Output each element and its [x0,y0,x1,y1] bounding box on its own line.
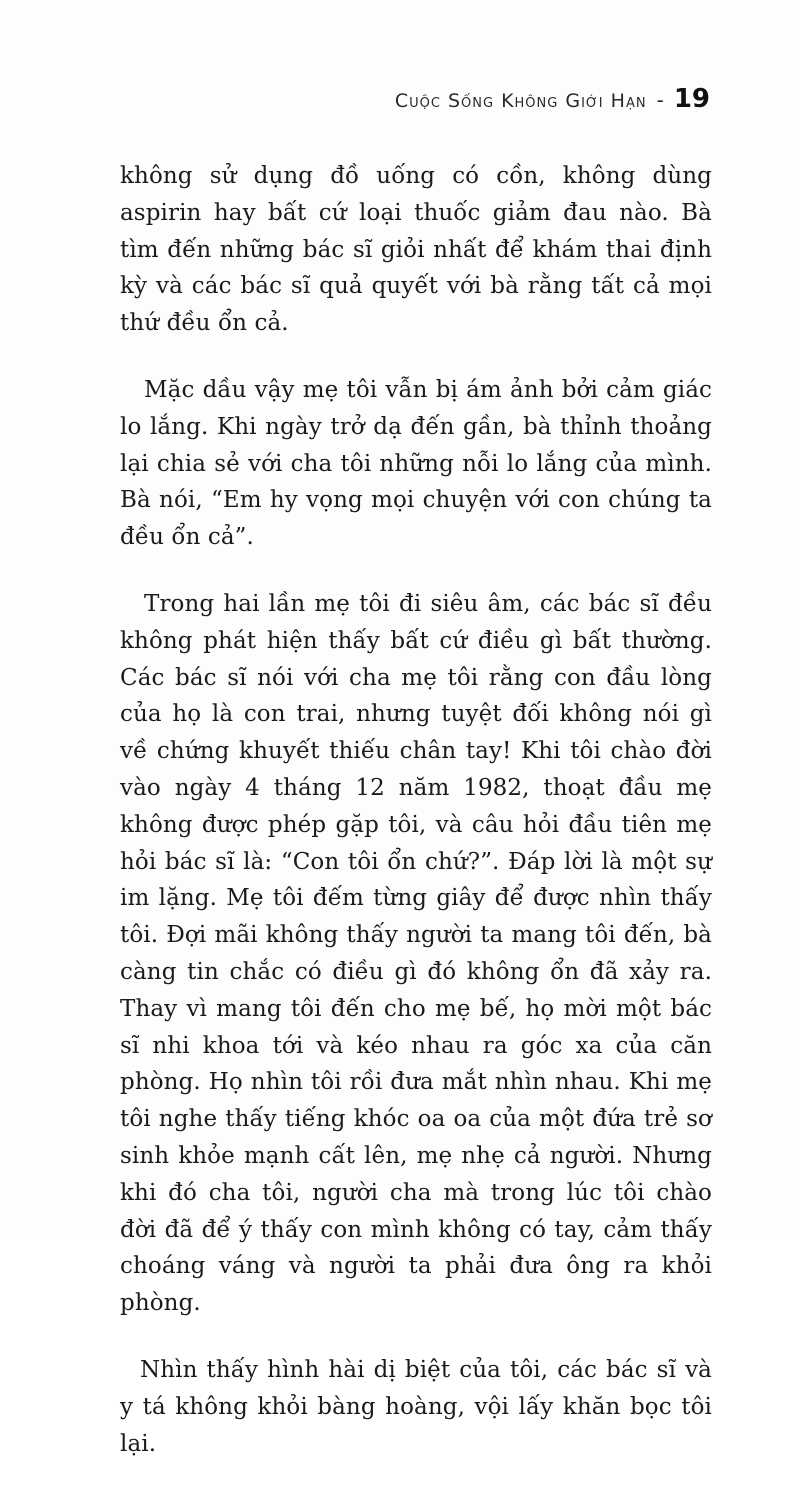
paragraph-4: Nhìn thấy hình hài dị biệt của tôi, các bác sĩ và y tá không khỏi bàng hoàng, vội lấy khăn bọc tôi lại. [120,1356,712,1457]
book-title: Cuộc Sống Không Giới Hạn [394,90,647,112]
paragraph-1: không sử dụng đồ uống có cồn, không dùng aspirin hay bất cứ loại thuốc giảm đau nào. Bà tìm đến những bác sĩ giỏi nhất để khám thai định kỳ và các bác sĩ quả quyết với bà rằng tất cả mọi thứ đều ổn cả. [120,163,712,337]
body-text [120,158,712,1492]
page-number: 19 [673,84,710,114]
running-header [395,84,710,114]
paragraph-3: Trong hai lần mẹ tôi đi siêu âm, các bác sĩ đều không phát hiện thấy bất cứ điều gì bất thường. Các bác sĩ nói với cha mẹ tôi rằng con đầu lòng của họ là con trai, nhưng tuyệt đối không nói gì về chứng khuyết thiếu chân tay! Khi tôi chào đời vào ngày 4 tháng 12 năm 1982, thoạt đầu mẹ không được phép gặp tôi, và câu hỏi đầu tiên mẹ hỏi bác sĩ là: “Con tôi ổn chứ?”. Đáp lời là một sự im lặng. Mẹ tôi đếm từng giây để được nhìn thấy tôi. Đợi mãi không thấy người ta mang tôi đến, bà càng tin chắc có điều gì đó không ổn đã xảy ra. Thay vì mang tôi đến cho mẹ bế, họ mời một bác sĩ nhi khoa tới và kéo nhau ra góc xa của căn phòng. Họ nhìn tôi rồi đưa mắt nhìn nhau. Khi mẹ tôi nghe thấy tiếng khóc oa oa của một đứa trẻ sơ sinh khỏe mạnh cất lên, mẹ nhẹ cả người. Nhưng khi đó cha tôi, người cha mà trong lúc tôi chào đời đã để ý thấy con mình không có tay, cảm thấy choáng váng và người ta phải đưa ông ra khỏi phòng. [120,590,712,1317]
header-separator: - [656,88,664,112]
paragraph-2: Mặc dầu vậy mẹ tôi vẫn bị ám ảnh bởi cảm giác lo lắng. Khi ngày trở dạ đến gần, bà thỉnh thoảng lại chia sẻ với cha tôi những nỗi lo lắng của mình. Bà nói, “Em hy vọng mọi chuyện với con chúng ta đều ổn cả”. [120,376,712,551]
